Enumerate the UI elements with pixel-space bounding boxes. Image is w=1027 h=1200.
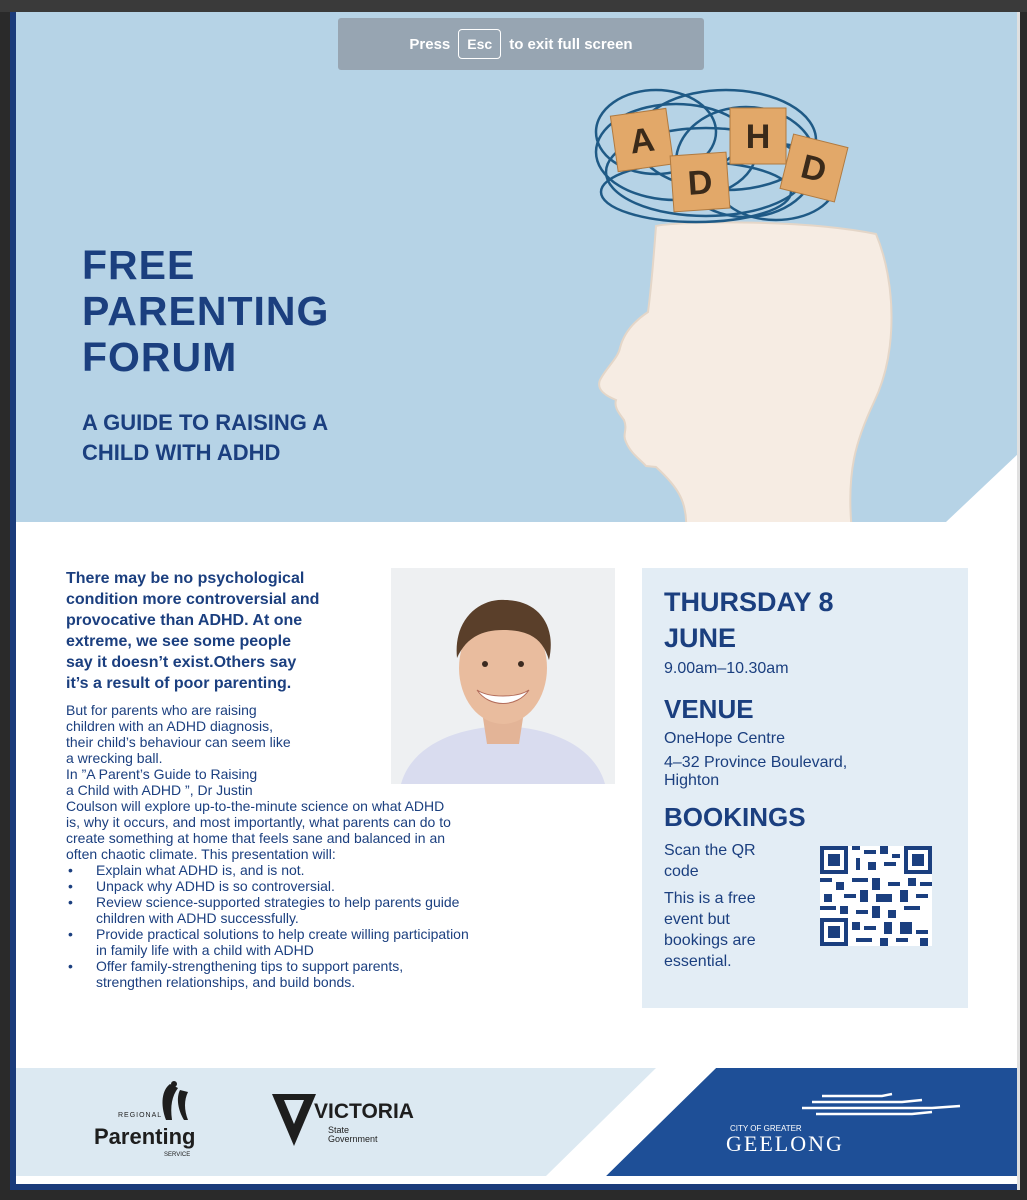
intro-line: condition more controversial and <box>66 591 320 608</box>
subtitle-line: CHILD WITH ADHD <box>82 440 281 465</box>
esc-key[interactable]: Esc <box>458 29 501 59</box>
bullet-line: children with ADHD successfully. <box>96 910 299 926</box>
geelong-city-label: CITY OF GREATER <box>730 1124 802 1133</box>
venue-line: 4–32 Province Boulevard, <box>664 754 848 771</box>
event-time: 9.00am–10.30am <box>664 660 789 677</box>
victoria-subtitle <box>328 1126 378 1144</box>
free-event-note <box>664 888 794 972</box>
bullet-item <box>66 926 626 958</box>
intro-line: say it doesn’t exist.Others say <box>66 654 297 671</box>
bullet-line: • Review science-supported strategies to help parents guide <box>96 894 460 910</box>
booking-qr-code[interactable] <box>820 846 932 946</box>
scan-line: code <box>664 863 699 880</box>
body-line: But for parents who are raising <box>66 702 257 718</box>
fullscreen-rest: to exit full screen <box>509 35 633 53</box>
bullet-item <box>66 878 626 894</box>
subtitle-line: A GUIDE TO RAISING A <box>82 410 329 435</box>
body-line: often chaotic climate. This presentation will: <box>66 846 336 862</box>
bullet-line: in family life with a child with ADHD <box>96 942 314 958</box>
title-line: FORUM <box>82 334 238 380</box>
date-line: JUNE <box>664 623 737 653</box>
venue-address <box>664 730 847 790</box>
parenting-service-label: SERVICE <box>164 1152 191 1158</box>
body-line: In ”A Parent’s Guide to Raising <box>66 766 258 782</box>
victoria-sub-line: State <box>328 1125 350 1135</box>
title-line: FREE <box>82 242 196 288</box>
venue-heading: VENUE <box>664 694 754 724</box>
scan-line: Scan the QR <box>664 842 756 859</box>
intro-line: There may be no psychological <box>66 570 305 587</box>
intro-paragraph <box>66 568 376 694</box>
fullscreen-notice <box>338 18 704 70</box>
bullet-line: • Unpack why ADHD is so controversial. <box>96 878 335 894</box>
fullscreen-press: Press <box>409 35 451 53</box>
body-line: a wrecking ball. <box>66 750 163 766</box>
free-line: bookings are <box>664 932 756 949</box>
bullet-line: • Explain what ADHD is, and is not. <box>96 862 305 878</box>
victoria-sub-line: Government <box>328 1134 378 1144</box>
free-line: event but <box>664 911 730 928</box>
right-edge <box>1017 12 1020 1190</box>
title-line: PARENTING <box>82 288 330 334</box>
bullet-item <box>66 894 626 926</box>
parenting-wordmark: Parenting <box>94 1124 196 1149</box>
head-illustration <box>496 62 916 522</box>
tile-letter: D <box>686 163 714 203</box>
forum-subtitle <box>82 408 328 468</box>
free-line: This is a free <box>664 890 756 907</box>
victoria-government-logo <box>272 1094 414 1155</box>
tile-letter: A <box>627 120 657 162</box>
geelong-waves-icon <box>732 1090 972 1120</box>
body-line: children with an ADHD diagnosis, <box>66 718 273 734</box>
body-line: a Child with ADHD ”, Dr Justin <box>66 782 253 798</box>
body-text <box>66 702 626 990</box>
footer-logos <box>16 1068 1020 1176</box>
intro-line: provocative than ADHD. At one <box>66 612 303 629</box>
window-top-bar <box>0 0 1027 12</box>
event-date <box>664 584 834 656</box>
body-line: Coulson will explore up-to-the-minute science on what ADHD <box>66 798 445 814</box>
tile-letter: H <box>745 118 771 156</box>
bookings-heading: BOOKINGS <box>664 802 806 832</box>
body-line: is, why it occurs, and most importantly, what parents can do to <box>66 814 451 830</box>
tile-letter: D <box>797 147 831 191</box>
hero-banner <box>16 12 1020 522</box>
venue-line: Highton <box>664 772 720 789</box>
poster-frame <box>10 12 1020 1190</box>
venue-line: OneHope Centre <box>664 730 785 747</box>
forum-title <box>82 242 329 380</box>
bullet-line: • Provide practical solutions to help create willing participation <box>96 926 469 942</box>
intro-line: extreme, we see some people <box>66 633 291 650</box>
body-line: create something at home that feels sane and balanced in an <box>66 830 446 846</box>
victoria-wordmark: VICTORIA <box>314 1100 414 1123</box>
parenting-regional-label: REGIONAL <box>118 1112 163 1119</box>
body-line: their child’s behaviour can seem like <box>66 734 291 750</box>
bullet-line: • Offer family-strengthening tips to support parents, <box>96 958 404 974</box>
presentation-bullets <box>66 862 626 990</box>
victoria-v-icon <box>272 1094 316 1150</box>
free-line: essential. <box>664 953 732 970</box>
bullet-item <box>66 958 626 990</box>
date-line: THURSDAY 8 <box>664 587 834 617</box>
scan-instruction <box>664 840 794 882</box>
bullet-line: strengthen relationships, and build bonds. <box>96 974 356 990</box>
bullet-item <box>66 862 626 878</box>
intro-line: it’s a result of poor parenting. <box>66 675 292 692</box>
geelong-wordmark: GEELONG <box>726 1131 844 1156</box>
event-info-box <box>642 568 968 1008</box>
